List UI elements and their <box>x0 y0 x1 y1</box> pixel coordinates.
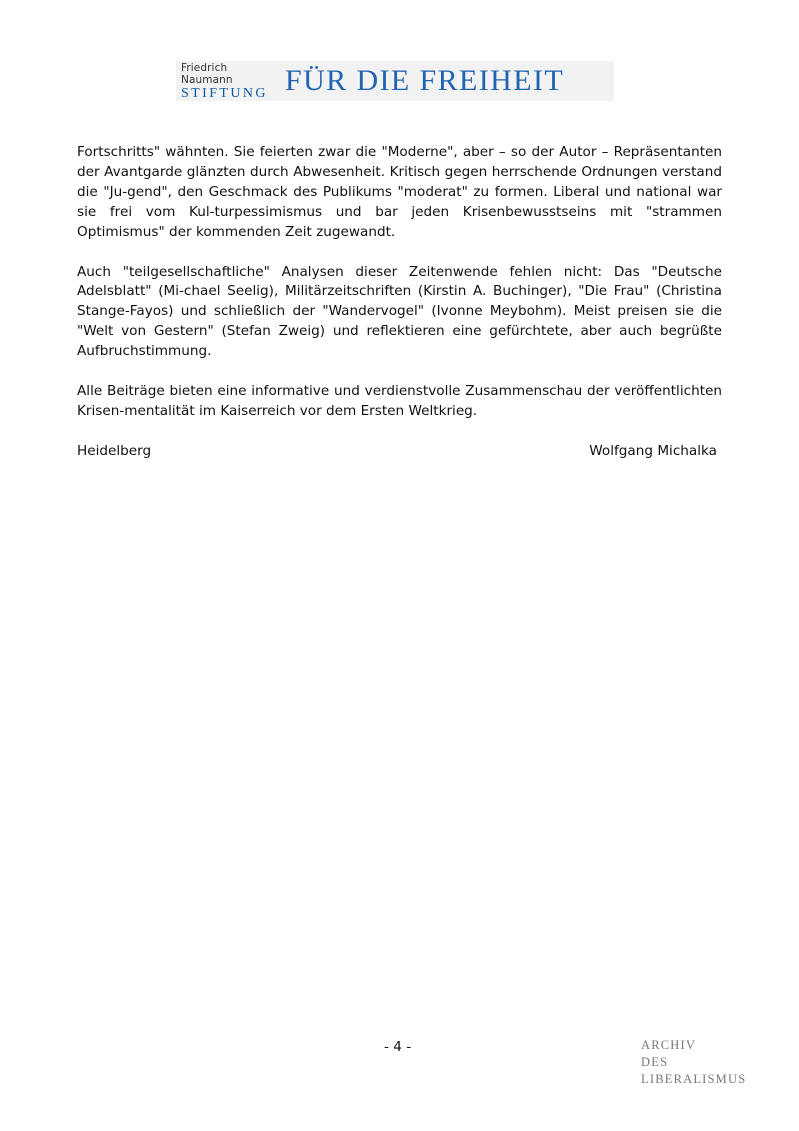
foundation-logo <box>176 61 614 101</box>
page-number: - 4 - <box>384 1039 412 1055</box>
archiv-line-1: ARCHIV <box>641 1038 697 1052</box>
archiv-line-3: LIBERALISMUS <box>641 1072 747 1086</box>
logo-top-text: Friedrich Naumann <box>181 61 233 86</box>
place: Heidelberg <box>77 442 152 459</box>
paragraph-1: Fortschritts" wähnten. Sie feierten zwar die "Moderne", aber – so der Autor – Repräsentanten der Avantgarde glänzten durch Abwesenheit. Kritisch gegen herrschende Ordnungen verstand die "Ju-gend", den Geschmack des Publikums "moderat" zu formen. Liberal und national war sie frei vom Kul-turpessimismus und bar jeden Krisenbewusstseins mit "strammen Optimismus" der kommenden Zeit zugewandt. <box>77 144 722 240</box>
paragraph-2: Auch "teilgesellschaftliche" Analysen dieser Zeitenwende fehlen nicht: Das "Deutsche Adelsblatt" (Mi-chael Seelig), Militärzeitschriften (Kirstin A. Buchinger), "Die Frau" (Christina Stange-Fayos) und schließlich der "Wandervogel" (Ivonne Meybohm). Meist preisen sie die "Welt von Gestern" (Stefan Zweig) und reflektieren eine gefürchtete, aber auch begrüßte Aufbruchstimmung. <box>77 263 722 360</box>
logo-main-text: FÜR DIE FREIHEIT <box>285 64 565 97</box>
document-body <box>77 143 722 462</box>
author: Wolfgang Michalka <box>589 442 717 459</box>
paragraph-3: Alle Beiträge bieten eine informative und verdienstvolle Zusammenschau der veröffentlichten Krisen-mentalität im Kaiserreich vor dem Ersten Weltkrieg. <box>77 383 722 419</box>
logo-left-block <box>181 62 281 101</box>
logo-bottom-text: STIFTUNG <box>181 85 268 101</box>
archiv-logo <box>641 1037 746 1088</box>
signature-line <box>77 442 717 462</box>
archiv-line-2: DES <box>641 1055 669 1069</box>
